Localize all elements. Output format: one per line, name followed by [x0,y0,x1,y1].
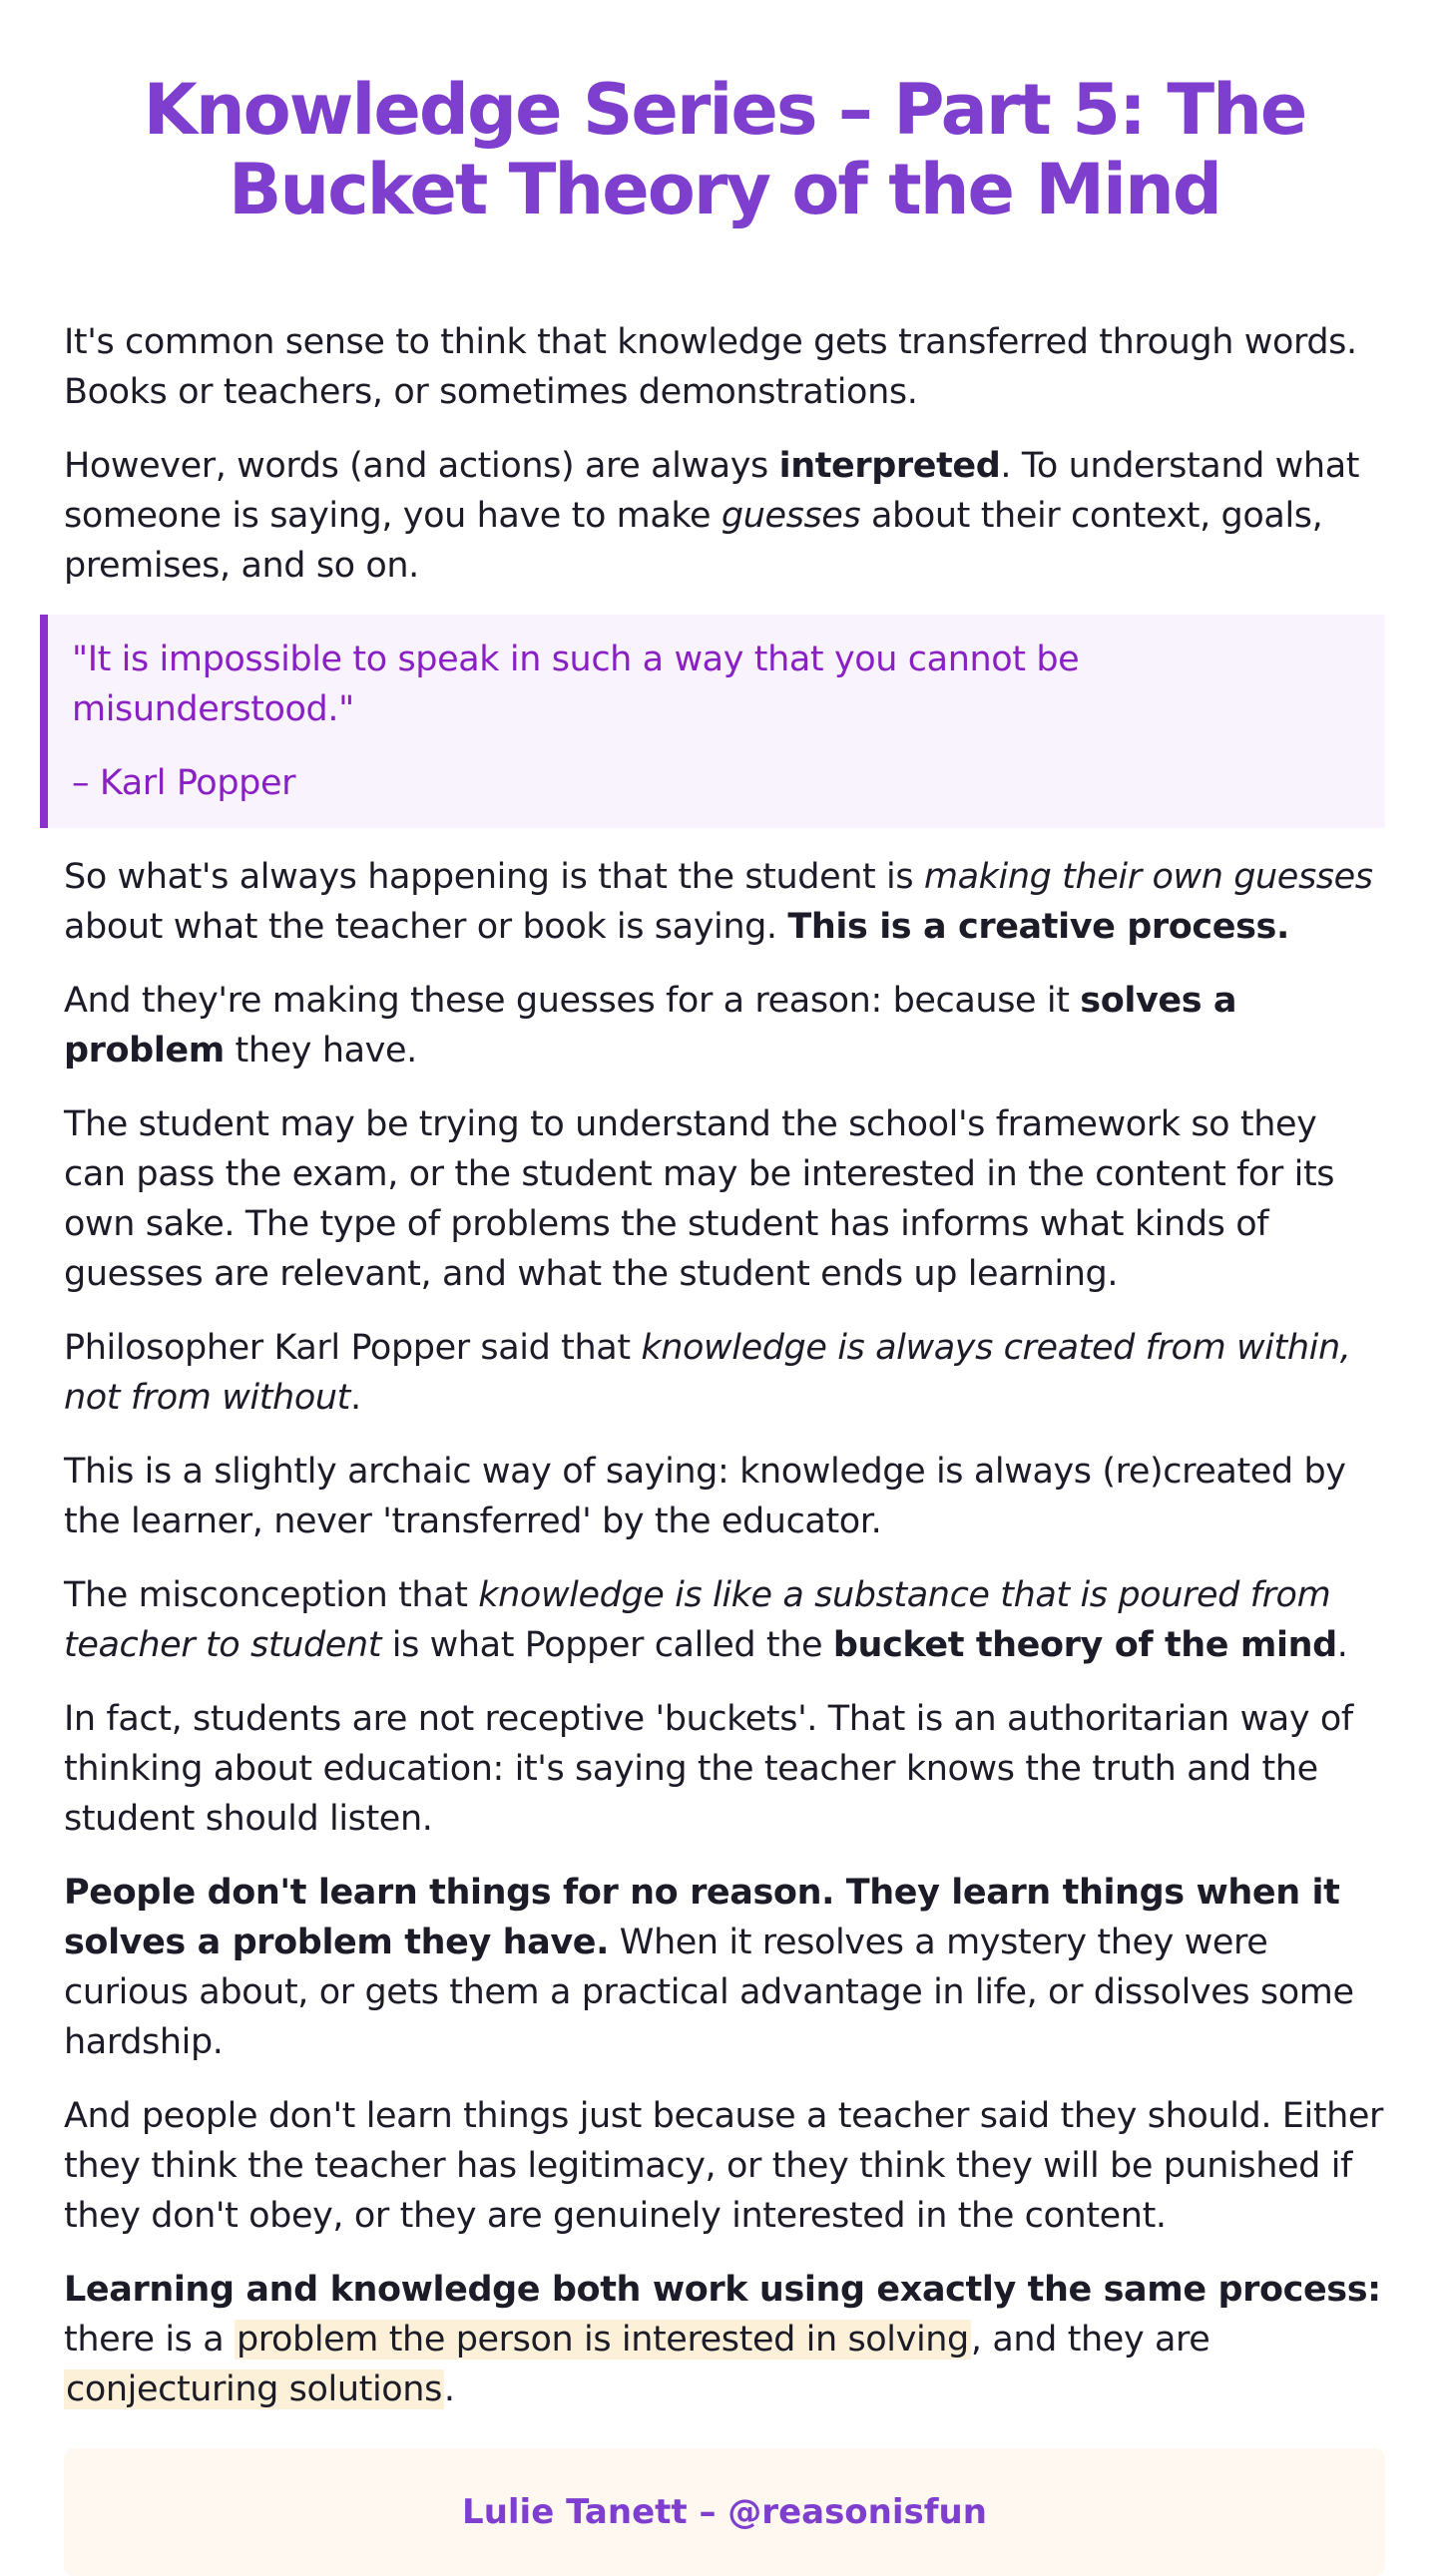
blockquote [40,615,1385,828]
highlighted-text: problem the person is interested in solving [236,2320,969,2360]
text: And they're making these guesses for a reason: because it [64,981,1081,1021]
paragraph-2 [64,441,1385,591]
author-footer [64,2448,1385,2576]
text: When it resolves a mystery they were curious about, or gets them a practical advantage in life, or dissolves some hardship. [64,1923,1354,2062]
text: However, words (and actions) are always [64,446,779,486]
text: is what Popper called the [381,1625,833,1665]
paragraph-8 [64,1570,1385,1670]
italic-text: guesses [721,496,861,536]
text: So what's always happening is that the student is [64,857,924,897]
paragraph-12 [64,2265,1385,2414]
text: about their context, goals, premises, and so on. [64,496,1323,586]
bold-text: bucket theory of the mind [832,1625,1337,1665]
bold-text: Learning and knowledge both work using exactly the same process: [64,2270,1381,2310]
paragraph-9: In fact, students are not receptive 'buckets'. That is an authoritarian way of thinking about education: it's saying the teacher knows the truth and the student should listen. [64,1699,1353,1839]
bold-text: This is a creative process. [787,907,1289,947]
text: . [443,2369,455,2409]
paragraph-4 [64,976,1385,1075]
text: The misconception that [64,1575,479,1615]
text: . [349,1378,361,1418]
italic-text: knowledge is like a substance that is poured from teacher to student [64,1575,1331,1665]
text: there is a [64,2320,235,2360]
author-credit: Lulie Tanett – @reasonisfun [462,2492,987,2532]
page-title: Knowledge Series – Part 5: The Bucket Theory of the Mind [143,69,1306,230]
paragraph-3 [64,852,1385,952]
text: . [1336,1625,1348,1665]
bold-text: interpreted [778,446,1001,486]
bold-text: solves a problem [64,981,1237,1071]
paragraph-7: This is a slightly archaic way of saying: knowledge is always (re)created by the learner, never 'transferred' by the educator. [64,1452,1346,1541]
text: . To understand what someone is saying, you have to make [64,446,1360,536]
text: , and they are [970,2320,1210,2360]
paragraph-6 [64,1323,1385,1423]
italic-text: making their own guesses [923,857,1373,897]
text: Philosopher Karl Popper said that [64,1328,642,1368]
paragraph-11: And people don't learn things just because a teacher said they should. Either they think the teacher has legitimacy, or they think they will be punished if they don't obey, or they are genuinely interested in the content. [64,2096,1384,2236]
text: about what the teacher or book is saying. [64,907,788,947]
bold-text: People don't learn things for no reason. They learn things when it solves a problem they have. [64,1873,1340,1962]
highlighted-text: conjecturing solutions [66,2369,442,2409]
quote-attribution: – Karl Popper [72,763,296,803]
italic-text: knowledge is always created from within, not from without [64,1328,1351,1418]
paragraph-5: The student may be trying to understand the school's framework so they can pass the exam, or the student may be interested in the content for its own sake. The type of problems the student has informs what kinds of guesses are relevant, and what the student ends up learning. [64,1104,1335,1294]
text: they have. [224,1031,417,1071]
paragraph-10 [64,1868,1385,2067]
paragraph-1: It's common sense to think that knowledge gets transferred through words. Books or teachers, or sometimes demonstrations. [64,322,1357,412]
quote-text: "It is impossible to speak in such a way that you cannot be misunderstood." [72,640,1080,729]
